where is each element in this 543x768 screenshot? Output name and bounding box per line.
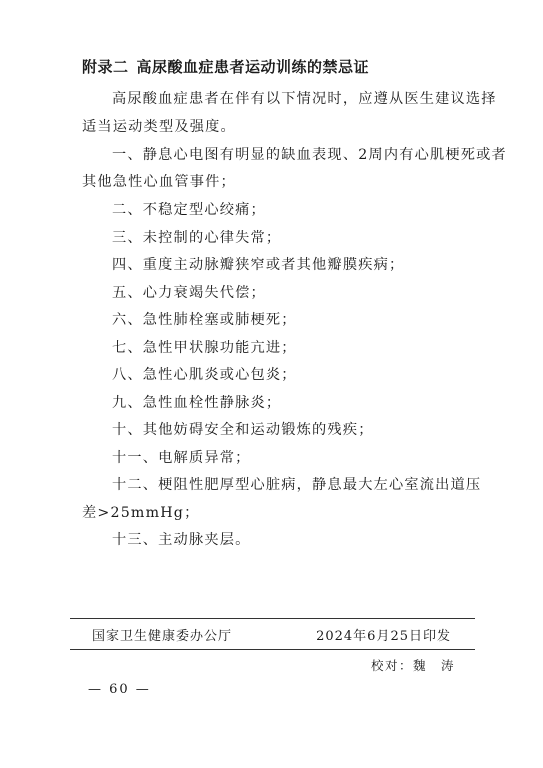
proofreader: 校对：魏 涛 — [370, 658, 455, 673]
contraindication-item-6: 六、急性肺栓塞或肺梗死； — [112, 312, 297, 328]
contraindication-item-2: 二、不稳定型心绞痛； — [112, 202, 266, 218]
contraindication-item-10: 十、其他妨碍安全和运动锻炼的残疾； — [112, 422, 374, 438]
contraindication-item-11: 十一、电解质异常； — [112, 450, 251, 466]
contraindication-item-3: 三、未控制的心律失常； — [112, 230, 282, 246]
footer-top-rule — [70, 618, 475, 619]
contraindication-item-1-continued: 其他急性心血管事件； — [82, 174, 236, 190]
contraindication-item-12: 十二、梗阻性肥厚型心脏病，静息最大左心室流出道压 — [112, 477, 482, 493]
contraindication-item-8: 八、急性心肌炎或心包炎； — [112, 367, 297, 383]
page-number: — 60 — — [88, 682, 151, 697]
contraindication-item-5: 五、心力衰竭失代偿； — [112, 285, 266, 301]
intro-line-2: 适当运动类型及强度。 — [82, 119, 236, 135]
footer-bottom-rule — [70, 649, 475, 650]
intro-line-1: 高尿酸血症患者在伴有以下情况时，应遵从医生建议选择 — [112, 91, 497, 107]
appendix-title-text: 高尿酸血症患者运动训练的禁忌证 — [136, 58, 370, 76]
issue-date: 2024年6月25日印发 — [316, 629, 451, 644]
contraindication-item-1: 一、静息心电图有明显的缺血表现、2周内有心肌梗死或者 — [112, 147, 507, 163]
contraindication-item-4: 四、重度主动脉瓣狭窄或者其他瓣膜疾病； — [112, 257, 405, 273]
contraindication-item-12-continued: 差>25mmHg； — [82, 505, 200, 521]
appendix-label: 附录二 — [82, 58, 129, 76]
appendix-title — [82, 56, 369, 77]
contraindication-item-13: 十三、主动脉夹层。 — [112, 532, 251, 548]
contraindication-item-7: 七、急性甲状腺功能亢进； — [112, 340, 297, 356]
issuer-name: 国家卫生健康委办公厅 — [92, 629, 233, 644]
contraindication-item-9: 九、急性血栓性静脉炎； — [112, 395, 282, 411]
